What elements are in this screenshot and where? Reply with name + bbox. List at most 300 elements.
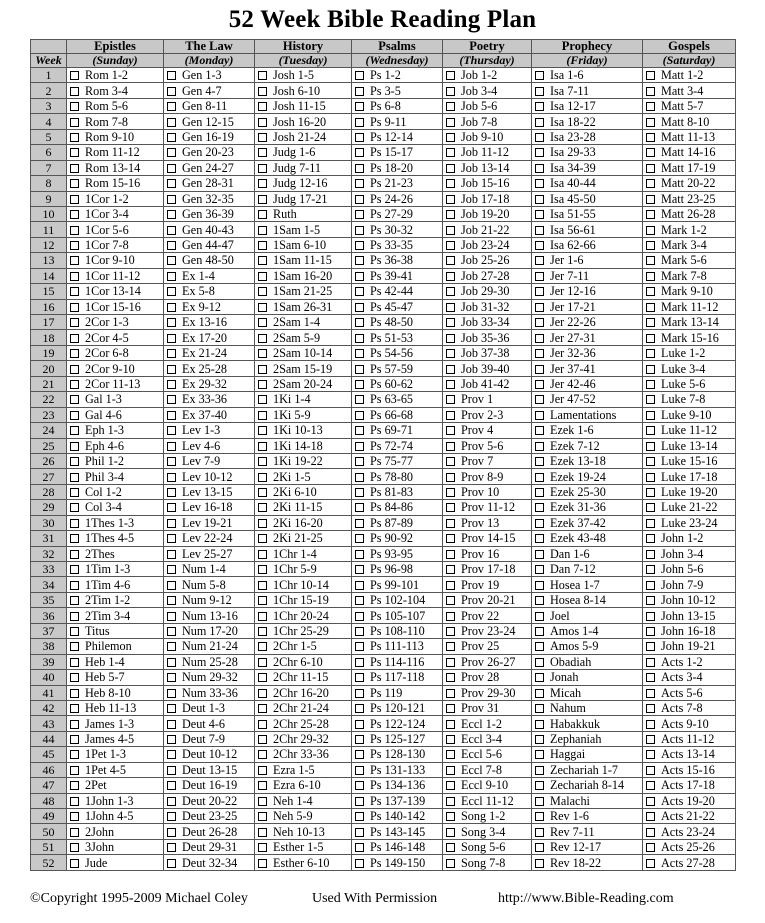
checkbox-icon[interactable] — [258, 349, 267, 358]
checkbox-icon[interactable] — [258, 118, 267, 127]
checkbox-icon[interactable] — [167, 411, 176, 420]
checkbox-icon[interactable] — [167, 473, 176, 482]
checkbox-icon[interactable] — [646, 179, 655, 188]
checkbox-icon[interactable] — [646, 71, 655, 80]
checkbox-icon[interactable] — [535, 210, 544, 219]
checkbox-icon[interactable] — [167, 627, 176, 636]
checkbox-icon[interactable] — [535, 627, 544, 636]
checkbox-icon[interactable] — [646, 612, 655, 621]
checkbox-icon[interactable] — [167, 272, 176, 281]
checkbox-icon[interactable] — [646, 411, 655, 420]
checkbox-icon[interactable] — [258, 442, 267, 451]
checkbox-icon[interactable] — [258, 380, 267, 389]
checkbox-icon[interactable] — [646, 395, 655, 404]
checkbox-icon[interactable] — [535, 195, 544, 204]
checkbox-icon[interactable] — [167, 241, 176, 250]
checkbox-icon[interactable] — [446, 859, 455, 868]
checkbox-icon[interactable] — [70, 704, 79, 713]
checkbox-icon[interactable] — [646, 781, 655, 790]
checkbox-icon[interactable] — [167, 488, 176, 497]
checkbox-icon[interactable] — [70, 380, 79, 389]
checkbox-icon[interactable] — [258, 704, 267, 713]
checkbox-icon[interactable] — [167, 519, 176, 528]
checkbox-icon[interactable] — [446, 596, 455, 605]
checkbox-icon[interactable] — [70, 411, 79, 420]
checkbox-icon[interactable] — [355, 720, 364, 729]
checkbox-icon[interactable] — [535, 256, 544, 265]
checkbox-icon[interactable] — [70, 334, 79, 343]
checkbox-icon[interactable] — [70, 642, 79, 651]
checkbox-icon[interactable] — [446, 411, 455, 420]
checkbox-icon[interactable] — [646, 627, 655, 636]
checkbox-icon[interactable] — [535, 272, 544, 281]
checkbox-icon[interactable] — [355, 303, 364, 312]
checkbox-icon[interactable] — [646, 735, 655, 744]
checkbox-icon[interactable] — [258, 287, 267, 296]
checkbox-icon[interactable] — [535, 426, 544, 435]
checkbox-icon[interactable] — [258, 164, 267, 173]
checkbox-icon[interactable] — [258, 210, 267, 219]
checkbox-icon[interactable] — [167, 673, 176, 682]
checkbox-icon[interactable] — [535, 473, 544, 482]
checkbox-icon[interactable] — [70, 812, 79, 821]
checkbox-icon[interactable] — [355, 612, 364, 621]
checkbox-icon[interactable] — [535, 565, 544, 574]
checkbox-icon[interactable] — [258, 426, 267, 435]
checkbox-icon[interactable] — [258, 658, 267, 667]
checkbox-icon[interactable] — [535, 395, 544, 404]
checkbox-icon[interactable] — [646, 581, 655, 590]
checkbox-icon[interactable] — [355, 349, 364, 358]
checkbox-icon[interactable] — [167, 303, 176, 312]
checkbox-icon[interactable] — [646, 797, 655, 806]
checkbox-icon[interactable] — [535, 781, 544, 790]
checkbox-icon[interactable] — [535, 735, 544, 744]
checkbox-icon[interactable] — [646, 442, 655, 451]
checkbox-icon[interactable] — [167, 133, 176, 142]
checkbox-icon[interactable] — [70, 596, 79, 605]
checkbox-icon[interactable] — [446, 673, 455, 682]
checkbox-icon[interactable] — [70, 519, 79, 528]
checkbox-icon[interactable] — [646, 426, 655, 435]
checkbox-icon[interactable] — [355, 179, 364, 188]
checkbox-icon[interactable] — [535, 581, 544, 590]
checkbox-icon[interactable] — [70, 71, 79, 80]
checkbox-icon[interactable] — [446, 812, 455, 821]
checkbox-icon[interactable] — [70, 87, 79, 96]
checkbox-icon[interactable] — [167, 581, 176, 590]
checkbox-icon[interactable] — [70, 627, 79, 636]
checkbox-icon[interactable] — [355, 519, 364, 528]
checkbox-icon[interactable] — [446, 426, 455, 435]
checkbox-icon[interactable] — [355, 71, 364, 80]
checkbox-icon[interactable] — [258, 642, 267, 651]
checkbox-icon[interactable] — [646, 148, 655, 157]
checkbox-icon[interactable] — [258, 689, 267, 698]
checkbox-icon[interactable] — [167, 287, 176, 296]
checkbox-icon[interactable] — [258, 272, 267, 281]
checkbox-icon[interactable] — [258, 133, 267, 142]
checkbox-icon[interactable] — [258, 627, 267, 636]
checkbox-icon[interactable] — [70, 859, 79, 868]
checkbox-icon[interactable] — [70, 256, 79, 265]
checkbox-icon[interactable] — [446, 781, 455, 790]
checkbox-icon[interactable] — [70, 750, 79, 759]
checkbox-icon[interactable] — [167, 859, 176, 868]
checkbox-icon[interactable] — [355, 812, 364, 821]
checkbox-icon[interactable] — [535, 442, 544, 451]
checkbox-icon[interactable] — [70, 612, 79, 621]
checkbox-icon[interactable] — [70, 488, 79, 497]
checkbox-icon[interactable] — [446, 241, 455, 250]
checkbox-icon[interactable] — [258, 256, 267, 265]
checkbox-icon[interactable] — [355, 426, 364, 435]
checkbox-icon[interactable] — [355, 226, 364, 235]
checkbox-icon[interactable] — [258, 812, 267, 821]
checkbox-icon[interactable] — [167, 642, 176, 651]
checkbox-icon[interactable] — [258, 87, 267, 96]
checkbox-icon[interactable] — [535, 118, 544, 127]
checkbox-icon[interactable] — [535, 71, 544, 80]
checkbox-icon[interactable] — [646, 550, 655, 559]
checkbox-icon[interactable] — [535, 612, 544, 621]
checkbox-icon[interactable] — [355, 550, 364, 559]
checkbox-icon[interactable] — [646, 318, 655, 327]
checkbox-icon[interactable] — [646, 303, 655, 312]
checkbox-icon[interactable] — [535, 179, 544, 188]
checkbox-icon[interactable] — [355, 565, 364, 574]
checkbox-icon[interactable] — [258, 781, 267, 790]
checkbox-icon[interactable] — [70, 503, 79, 512]
checkbox-icon[interactable] — [70, 473, 79, 482]
checkbox-icon[interactable] — [446, 766, 455, 775]
checkbox-icon[interactable] — [446, 118, 455, 127]
checkbox-icon[interactable] — [167, 442, 176, 451]
checkbox-icon[interactable] — [446, 148, 455, 157]
checkbox-icon[interactable] — [535, 642, 544, 651]
checkbox-icon[interactable] — [258, 828, 267, 837]
checkbox-icon[interactable] — [70, 457, 79, 466]
checkbox-icon[interactable] — [70, 195, 79, 204]
checkbox-icon[interactable] — [70, 442, 79, 451]
checkbox-icon[interactable] — [258, 195, 267, 204]
checkbox-icon[interactable] — [535, 503, 544, 512]
checkbox-icon[interactable] — [355, 380, 364, 389]
checkbox-icon[interactable] — [446, 488, 455, 497]
checkbox-icon[interactable] — [446, 71, 455, 80]
checkbox-icon[interactable] — [355, 287, 364, 296]
checkbox-icon[interactable] — [167, 87, 176, 96]
checkbox-icon[interactable] — [258, 503, 267, 512]
checkbox-icon[interactable] — [70, 179, 79, 188]
checkbox-icon[interactable] — [70, 210, 79, 219]
checkbox-icon[interactable] — [355, 457, 364, 466]
checkbox-icon[interactable] — [355, 210, 364, 219]
checkbox-icon[interactable] — [646, 673, 655, 682]
checkbox-icon[interactable] — [535, 457, 544, 466]
checkbox-icon[interactable] — [167, 797, 176, 806]
checkbox-icon[interactable] — [258, 673, 267, 682]
checkbox-icon[interactable] — [446, 210, 455, 219]
checkbox-icon[interactable] — [446, 457, 455, 466]
checkbox-icon[interactable] — [355, 195, 364, 204]
checkbox-icon[interactable] — [446, 133, 455, 142]
checkbox-icon[interactable] — [167, 164, 176, 173]
checkbox-icon[interactable] — [535, 365, 544, 374]
checkbox-icon[interactable] — [646, 87, 655, 96]
checkbox-icon[interactable] — [646, 812, 655, 821]
checkbox-icon[interactable] — [70, 550, 79, 559]
checkbox-icon[interactable] — [446, 642, 455, 651]
checkbox-icon[interactable] — [355, 256, 364, 265]
checkbox-icon[interactable] — [646, 457, 655, 466]
checkbox-icon[interactable] — [355, 534, 364, 543]
checkbox-icon[interactable] — [446, 365, 455, 374]
checkbox-icon[interactable] — [70, 272, 79, 281]
checkbox-icon[interactable] — [446, 164, 455, 173]
checkbox-icon[interactable] — [258, 843, 267, 852]
checkbox-icon[interactable] — [535, 287, 544, 296]
checkbox-icon[interactable] — [646, 272, 655, 281]
checkbox-icon[interactable] — [355, 272, 364, 281]
checkbox-icon[interactable] — [446, 565, 455, 574]
checkbox-icon[interactable] — [355, 411, 364, 420]
checkbox-icon[interactable] — [535, 704, 544, 713]
checkbox-icon[interactable] — [355, 148, 364, 157]
checkbox-icon[interactable] — [258, 797, 267, 806]
checkbox-icon[interactable] — [646, 843, 655, 852]
checkbox-icon[interactable] — [258, 534, 267, 543]
checkbox-icon[interactable] — [167, 457, 176, 466]
checkbox-icon[interactable] — [535, 303, 544, 312]
checkbox-icon[interactable] — [446, 534, 455, 543]
checkbox-icon[interactable] — [70, 797, 79, 806]
checkbox-icon[interactable] — [355, 488, 364, 497]
checkbox-icon[interactable] — [646, 503, 655, 512]
checkbox-icon[interactable] — [446, 102, 455, 111]
checkbox-icon[interactable] — [167, 828, 176, 837]
checkbox-icon[interactable] — [355, 750, 364, 759]
checkbox-icon[interactable] — [167, 334, 176, 343]
checkbox-icon[interactable] — [355, 241, 364, 250]
checkbox-icon[interactable] — [646, 596, 655, 605]
checkbox-icon[interactable] — [258, 318, 267, 327]
checkbox-icon[interactable] — [355, 704, 364, 713]
checkbox-icon[interactable] — [167, 210, 176, 219]
checkbox-icon[interactable] — [446, 303, 455, 312]
checkbox-icon[interactable] — [446, 612, 455, 621]
checkbox-icon[interactable] — [535, 226, 544, 235]
checkbox-icon[interactable] — [258, 148, 267, 157]
checkbox-icon[interactable] — [646, 519, 655, 528]
checkbox-icon[interactable] — [446, 87, 455, 96]
checkbox-icon[interactable] — [355, 133, 364, 142]
checkbox-icon[interactable] — [646, 226, 655, 235]
checkbox-icon[interactable] — [446, 256, 455, 265]
checkbox-icon[interactable] — [70, 658, 79, 667]
checkbox-icon[interactable] — [535, 334, 544, 343]
checkbox-icon[interactable] — [258, 720, 267, 729]
checkbox-icon[interactable] — [646, 349, 655, 358]
checkbox-icon[interactable] — [70, 241, 79, 250]
checkbox-icon[interactable] — [535, 750, 544, 759]
checkbox-icon[interactable] — [167, 226, 176, 235]
checkbox-icon[interactable] — [446, 750, 455, 759]
checkbox-icon[interactable] — [646, 133, 655, 142]
checkbox-icon[interactable] — [167, 426, 176, 435]
checkbox-icon[interactable] — [446, 627, 455, 636]
checkbox-icon[interactable] — [167, 735, 176, 744]
checkbox-icon[interactable] — [355, 781, 364, 790]
checkbox-icon[interactable] — [646, 642, 655, 651]
checkbox-icon[interactable] — [355, 859, 364, 868]
checkbox-icon[interactable] — [167, 71, 176, 80]
checkbox-icon[interactable] — [646, 102, 655, 111]
checkbox-icon[interactable] — [258, 179, 267, 188]
checkbox-icon[interactable] — [446, 380, 455, 389]
checkbox-icon[interactable] — [167, 534, 176, 543]
checkbox-icon[interactable] — [355, 473, 364, 482]
checkbox-icon[interactable] — [167, 596, 176, 605]
checkbox-icon[interactable] — [646, 210, 655, 219]
checkbox-icon[interactable] — [70, 581, 79, 590]
checkbox-icon[interactable] — [535, 133, 544, 142]
checkbox-icon[interactable] — [646, 195, 655, 204]
checkbox-icon[interactable] — [70, 164, 79, 173]
checkbox-icon[interactable] — [446, 287, 455, 296]
checkbox-icon[interactable] — [446, 503, 455, 512]
checkbox-icon[interactable] — [535, 658, 544, 667]
checkbox-icon[interactable] — [167, 812, 176, 821]
checkbox-icon[interactable] — [355, 503, 364, 512]
checkbox-icon[interactable] — [446, 395, 455, 404]
checkbox-icon[interactable] — [535, 87, 544, 96]
checkbox-icon[interactable] — [258, 241, 267, 250]
checkbox-icon[interactable] — [70, 395, 79, 404]
checkbox-icon[interactable] — [70, 303, 79, 312]
checkbox-icon[interactable] — [646, 534, 655, 543]
checkbox-icon[interactable] — [70, 133, 79, 142]
checkbox-icon[interactable] — [70, 565, 79, 574]
checkbox-icon[interactable] — [355, 828, 364, 837]
checkbox-icon[interactable] — [258, 365, 267, 374]
checkbox-icon[interactable] — [535, 828, 544, 837]
checkbox-icon[interactable] — [258, 395, 267, 404]
checkbox-icon[interactable] — [258, 735, 267, 744]
checkbox-icon[interactable] — [646, 689, 655, 698]
checkbox-icon[interactable] — [258, 473, 267, 482]
checkbox-icon[interactable] — [446, 179, 455, 188]
checkbox-icon[interactable] — [535, 488, 544, 497]
checkbox-icon[interactable] — [535, 843, 544, 852]
checkbox-icon[interactable] — [446, 581, 455, 590]
checkbox-icon[interactable] — [446, 272, 455, 281]
checkbox-icon[interactable] — [646, 704, 655, 713]
checkbox-icon[interactable] — [70, 365, 79, 374]
checkbox-icon[interactable] — [167, 689, 176, 698]
checkbox-icon[interactable] — [535, 812, 544, 821]
checkbox-icon[interactable] — [167, 720, 176, 729]
checkbox-icon[interactable] — [70, 148, 79, 157]
website-link[interactable]: http://www.Bible-Reading.com — [498, 891, 674, 906]
checkbox-icon[interactable] — [535, 148, 544, 157]
checkbox-icon[interactable] — [355, 102, 364, 111]
checkbox-icon[interactable] — [167, 766, 176, 775]
checkbox-icon[interactable] — [258, 519, 267, 528]
checkbox-icon[interactable] — [167, 148, 176, 157]
checkbox-icon[interactable] — [355, 395, 364, 404]
checkbox-icon[interactable] — [258, 102, 267, 111]
checkbox-icon[interactable] — [167, 349, 176, 358]
checkbox-icon[interactable] — [446, 195, 455, 204]
checkbox-icon[interactable] — [355, 735, 364, 744]
checkbox-icon[interactable] — [258, 457, 267, 466]
checkbox-icon[interactable] — [167, 781, 176, 790]
checkbox-icon[interactable] — [258, 859, 267, 868]
checkbox-icon[interactable] — [535, 859, 544, 868]
checkbox-icon[interactable] — [258, 596, 267, 605]
checkbox-icon[interactable] — [446, 519, 455, 528]
checkbox-icon[interactable] — [70, 118, 79, 127]
checkbox-icon[interactable] — [70, 426, 79, 435]
checkbox-icon[interactable] — [258, 612, 267, 621]
checkbox-icon[interactable] — [446, 473, 455, 482]
checkbox-icon[interactable] — [258, 411, 267, 420]
checkbox-icon[interactable] — [355, 164, 364, 173]
checkbox-icon[interactable] — [646, 750, 655, 759]
checkbox-icon[interactable] — [355, 766, 364, 775]
checkbox-icon[interactable] — [646, 287, 655, 296]
checkbox-icon[interactable] — [258, 71, 267, 80]
checkbox-icon[interactable] — [646, 256, 655, 265]
checkbox-icon[interactable] — [355, 658, 364, 667]
checkbox-icon[interactable] — [355, 673, 364, 682]
checkbox-icon[interactable] — [535, 673, 544, 682]
checkbox-icon[interactable] — [646, 828, 655, 837]
checkbox-icon[interactable] — [446, 797, 455, 806]
checkbox-icon[interactable] — [355, 596, 364, 605]
checkbox-icon[interactable] — [646, 241, 655, 250]
checkbox-icon[interactable] — [355, 581, 364, 590]
checkbox-icon[interactable] — [646, 164, 655, 173]
checkbox-icon[interactable] — [70, 689, 79, 698]
checkbox-icon[interactable] — [535, 349, 544, 358]
checkbox-icon[interactable] — [646, 334, 655, 343]
checkbox-icon[interactable] — [258, 550, 267, 559]
checkbox-icon[interactable] — [535, 797, 544, 806]
checkbox-icon[interactable] — [535, 720, 544, 729]
checkbox-icon[interactable] — [355, 627, 364, 636]
checkbox-icon[interactable] — [535, 411, 544, 420]
checkbox-icon[interactable] — [167, 550, 176, 559]
checkbox-icon[interactable] — [646, 766, 655, 775]
checkbox-icon[interactable] — [167, 843, 176, 852]
checkbox-icon[interactable] — [446, 442, 455, 451]
checkbox-icon[interactable] — [70, 828, 79, 837]
checkbox-icon[interactable] — [70, 673, 79, 682]
checkbox-icon[interactable] — [167, 612, 176, 621]
checkbox-icon[interactable] — [446, 318, 455, 327]
checkbox-icon[interactable] — [355, 442, 364, 451]
checkbox-icon[interactable] — [646, 720, 655, 729]
checkbox-icon[interactable] — [646, 565, 655, 574]
checkbox-icon[interactable] — [167, 395, 176, 404]
checkbox-icon[interactable] — [167, 195, 176, 204]
checkbox-icon[interactable] — [70, 287, 79, 296]
checkbox-icon[interactable] — [355, 87, 364, 96]
checkbox-icon[interactable] — [646, 473, 655, 482]
checkbox-icon[interactable] — [167, 102, 176, 111]
